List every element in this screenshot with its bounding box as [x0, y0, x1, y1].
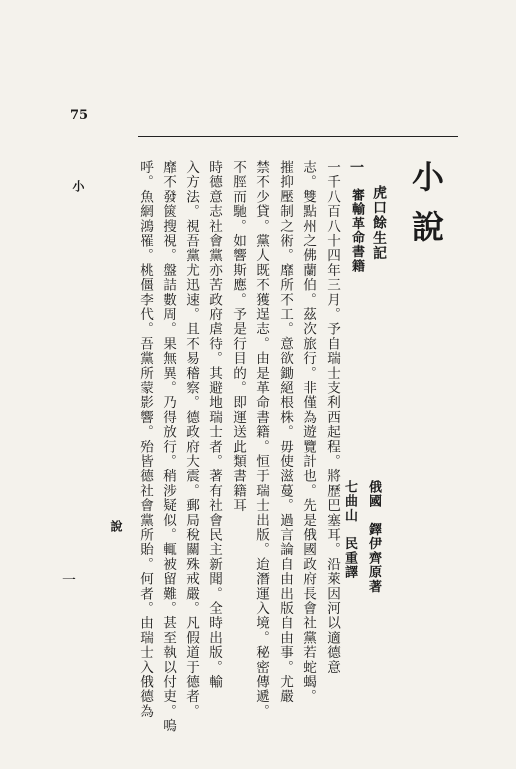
- translator-credit: 七曲山 民重譯: [342, 480, 357, 580]
- author-credit: 俄國 鐸伊齊原著: [366, 480, 381, 594]
- header-rule: [138, 136, 458, 137]
- story-title: 虎口餘生記: [371, 185, 387, 261]
- body-line: 呼。魚網鴻罹。桃僵李代。吾黨所蒙影響。殆皆德社會黨所貽。何者。由瑞士入俄德為: [137, 160, 153, 719]
- body-line: 志。雙點州之佛蘭伯。茲次旅行。非僅為遊覽計也。先是俄國政府長會社黨若蛇蝎。: [300, 160, 316, 704]
- bottom-number: 一: [62, 573, 76, 589]
- running-title: 小: [71, 180, 85, 194]
- running-title-2: 說: [109, 520, 123, 534]
- body-line: 不脛而馳。如響斯應。予是行目的。即運送此類書籍耳: [230, 160, 246, 513]
- body-line: 摧抑壓制之術。靡所不工。意欲鋤絕根株。毋使滋蔓。過言論自由出版自由事。尤嚴: [277, 160, 293, 704]
- page-number: 75: [70, 108, 89, 123]
- section-title: 小說: [407, 160, 445, 260]
- subsection-title: 審輸革命書籍: [349, 188, 364, 274]
- body-line: 入方法。視吾黨尤迅速。且不易稽察。德政府大震。郵局稅關殊戒嚴。凡假道于德者。: [183, 160, 199, 719]
- body-line: 靡不發篋搜視。盤詰數周。果無異。乃得放行。稍涉疑似。輒被留難。甚至執以付吏。嗚: [160, 160, 176, 734]
- body-line: 一千八百八十四年三月。予自瑞士支利西起程。將歷巴塞耳。沿萊因河以適德意: [324, 160, 340, 675]
- subsection-marker: 一: [348, 160, 364, 176]
- body-line: 時德意志社會黨亦苦政府虐待。其避地瑞士者。著有社會民主新聞。全時出版。輸: [206, 160, 222, 690]
- body-line: 禁不少貸。黨人既不獲逞志。由是革命書籍。恒于瑞士出版。迨潛運入境。秘密傳遞。: [253, 160, 269, 719]
